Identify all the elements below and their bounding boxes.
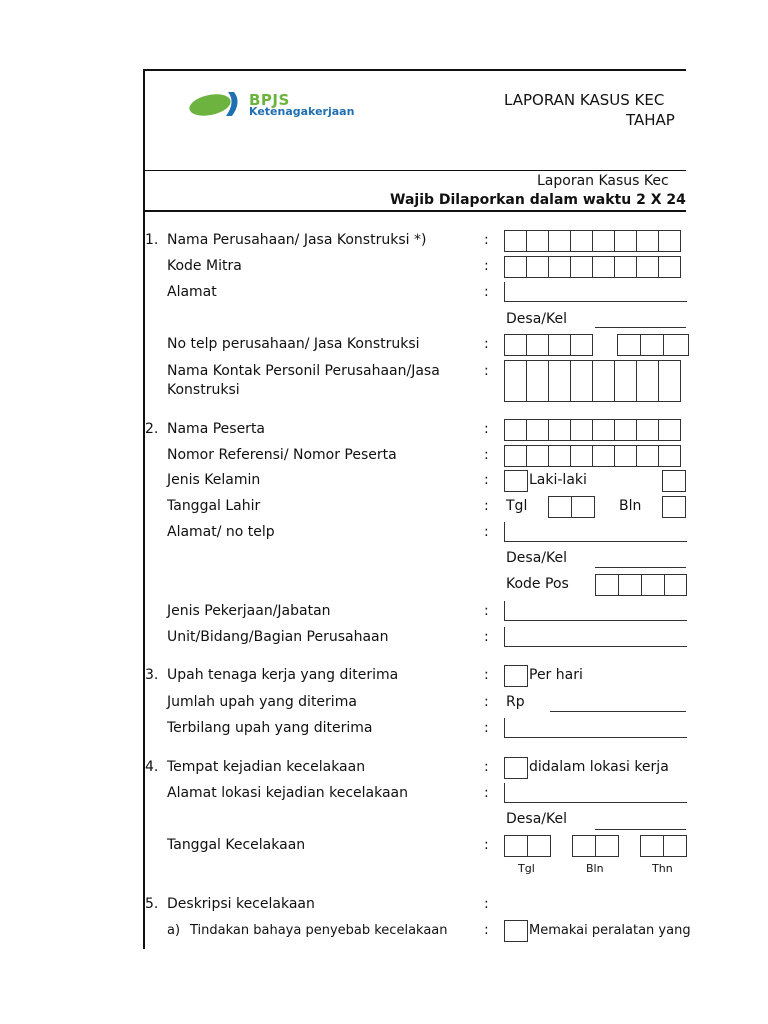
jumlah-upah-field[interactable] <box>550 711 686 712</box>
logo-brand: BPJS <box>249 91 290 109</box>
header-divider-1 <box>143 170 686 171</box>
label-bln-small: Bln <box>586 862 604 875</box>
colon: : <box>484 498 489 514</box>
memakai-checkbox[interactable] <box>504 920 528 942</box>
colon: : <box>484 629 489 645</box>
label-rp: Rp <box>506 694 525 710</box>
colon: : <box>484 232 489 248</box>
label-per-hari: Per hari <box>529 667 583 683</box>
title-line2: TAHAP <box>626 111 675 129</box>
tgl-kecelakaan-boxes[interactable] <box>504 835 551 857</box>
colon: : <box>484 896 489 912</box>
form-left-border <box>143 69 145 949</box>
colon: : <box>484 667 489 683</box>
label-alamat-telp: Alamat/ no telp <box>167 524 275 540</box>
subtitle-line2: Wajib Dilaporkan dalam waktu 2 X 24 <box>390 192 686 208</box>
didalam-checkbox[interactable] <box>504 757 528 779</box>
no-telp-boxes-a[interactable] <box>504 334 593 356</box>
alamat-lokasi-field[interactable] <box>504 783 687 803</box>
sec4-number: 4. <box>145 759 159 775</box>
terbilang-field[interactable] <box>504 718 687 738</box>
logo-sub: Ketenagakerjaan <box>249 105 355 118</box>
label-desa-kel-3: Desa/Kel <box>506 811 567 827</box>
desa-kel-field[interactable] <box>595 327 686 328</box>
label-tanggal-kecelakaan: Tanggal Kecelakaan <box>167 837 306 853</box>
nama-perusahaan-boxes[interactable] <box>504 230 681 252</box>
colon: : <box>484 694 489 710</box>
colon: : <box>484 785 489 801</box>
form-top-border <box>143 69 686 71</box>
bpjs-logo-icon <box>188 88 248 120</box>
label-kontak-1: Nama Kontak Personil Perusahaan/Jasa <box>167 363 440 379</box>
colon: : <box>484 447 489 463</box>
colon: : <box>484 524 489 540</box>
kontak-boxes[interactable] <box>504 360 681 402</box>
label-kontak-2: Konstruksi <box>167 382 240 398</box>
label-kode-pos: Kode Pos <box>506 576 569 592</box>
jenis-pekerjaan-field[interactable] <box>504 601 687 621</box>
per-hari-checkbox[interactable] <box>504 665 528 687</box>
label-nama-peserta: Nama Peserta <box>167 421 266 437</box>
nomor-ref-boxes[interactable] <box>504 445 681 467</box>
label-tgl: Tgl <box>506 498 528 514</box>
colon: : <box>484 363 489 379</box>
label-kode-mitra: Kode Mitra <box>167 258 242 274</box>
label-a: a) <box>167 923 181 938</box>
label-tempat: Tempat kejadian kecelakaan <box>167 759 366 775</box>
title-line1: LAPORAN KASUS KEC <box>504 91 665 109</box>
alamat-telp-field[interactable] <box>504 522 687 542</box>
label-terbilang: Terbilang upah yang diterima <box>167 720 373 736</box>
no-telp-boxes-b[interactable] <box>617 334 689 356</box>
sec1-number: 1. <box>145 232 159 248</box>
colon: : <box>484 837 489 853</box>
tgl-lahir-boxes[interactable] <box>548 496 595 518</box>
label-jenis-kelamin: Jenis Kelamin <box>167 472 261 488</box>
label-no-telp: No telp perusahaan/ Jasa Konstruksi <box>167 336 420 352</box>
colon: : <box>484 284 489 300</box>
nama-peserta-boxes[interactable] <box>504 419 681 441</box>
desa-kel-field-3[interactable] <box>595 829 686 830</box>
label-bln: Bln <box>619 498 642 514</box>
colon: : <box>484 603 489 619</box>
laki-laki-checkbox[interactable] <box>504 470 528 492</box>
kode-pos-boxes[interactable] <box>595 574 687 596</box>
colon: : <box>484 421 489 437</box>
colon: : <box>484 922 489 938</box>
label-nama-perusahaan: Nama Perusahaan/ Jasa Konstruksi *) <box>167 232 427 248</box>
label-unit: Unit/Bidang/Bagian Perusahaan <box>167 629 389 645</box>
subtitle-line1: Laporan Kasus Kec <box>537 173 669 189</box>
label-jenis-pekerjaan: Jenis Pekerjaan/Jabatan <box>167 603 331 619</box>
label-tindakan: Tindakan bahaya penyebab kecelakaan <box>190 923 448 938</box>
label-thn-small: Thn <box>652 862 673 875</box>
colon: : <box>484 759 489 775</box>
kode-mitra-boxes[interactable] <box>504 256 681 278</box>
sec3-number: 3. <box>145 667 159 683</box>
label-deskripsi: Deskripsi kecelakaan <box>167 896 315 912</box>
header-divider-2 <box>143 210 686 212</box>
bpjs-logo <box>188 88 388 122</box>
label-desa-kel-2: Desa/Kel <box>506 550 567 566</box>
colon: : <box>484 472 489 488</box>
label-alamat-lokasi: Alamat lokasi kejadian kecelakaan <box>167 785 408 801</box>
bln-lahir-box[interactable] <box>662 496 686 518</box>
label-tanggal-lahir: Tanggal Lahir <box>167 498 261 514</box>
bln-kecelakaan-boxes[interactable] <box>572 835 619 857</box>
colon: : <box>484 720 489 736</box>
label-alamat: Alamat <box>167 284 217 300</box>
label-desa-kel: Desa/Kel <box>506 311 567 327</box>
colon: : <box>484 258 489 274</box>
sec2-number: 2. <box>145 421 159 437</box>
label-upah: Upah tenaga kerja yang diterima <box>167 667 399 683</box>
desa-kel-field-2[interactable] <box>595 567 686 568</box>
label-tgl-small: Tgl <box>518 862 535 875</box>
sec5-number: 5. <box>145 896 159 912</box>
unit-field[interactable] <box>504 627 687 647</box>
label-laki-laki: Laki-laki <box>529 472 587 488</box>
perempuan-checkbox[interactable] <box>662 470 686 492</box>
label-didalam: didalam lokasi kerja <box>529 759 669 775</box>
label-memakai: Memakai peralatan yang <box>529 923 691 938</box>
alamat-field[interactable] <box>504 282 687 302</box>
label-nomor-ref: Nomor Referensi/ Nomor Peserta <box>167 447 397 463</box>
thn-kecelakaan-boxes[interactable] <box>640 835 687 857</box>
label-jumlah-upah: Jumlah upah yang diterima <box>167 694 357 710</box>
colon: : <box>484 336 489 352</box>
